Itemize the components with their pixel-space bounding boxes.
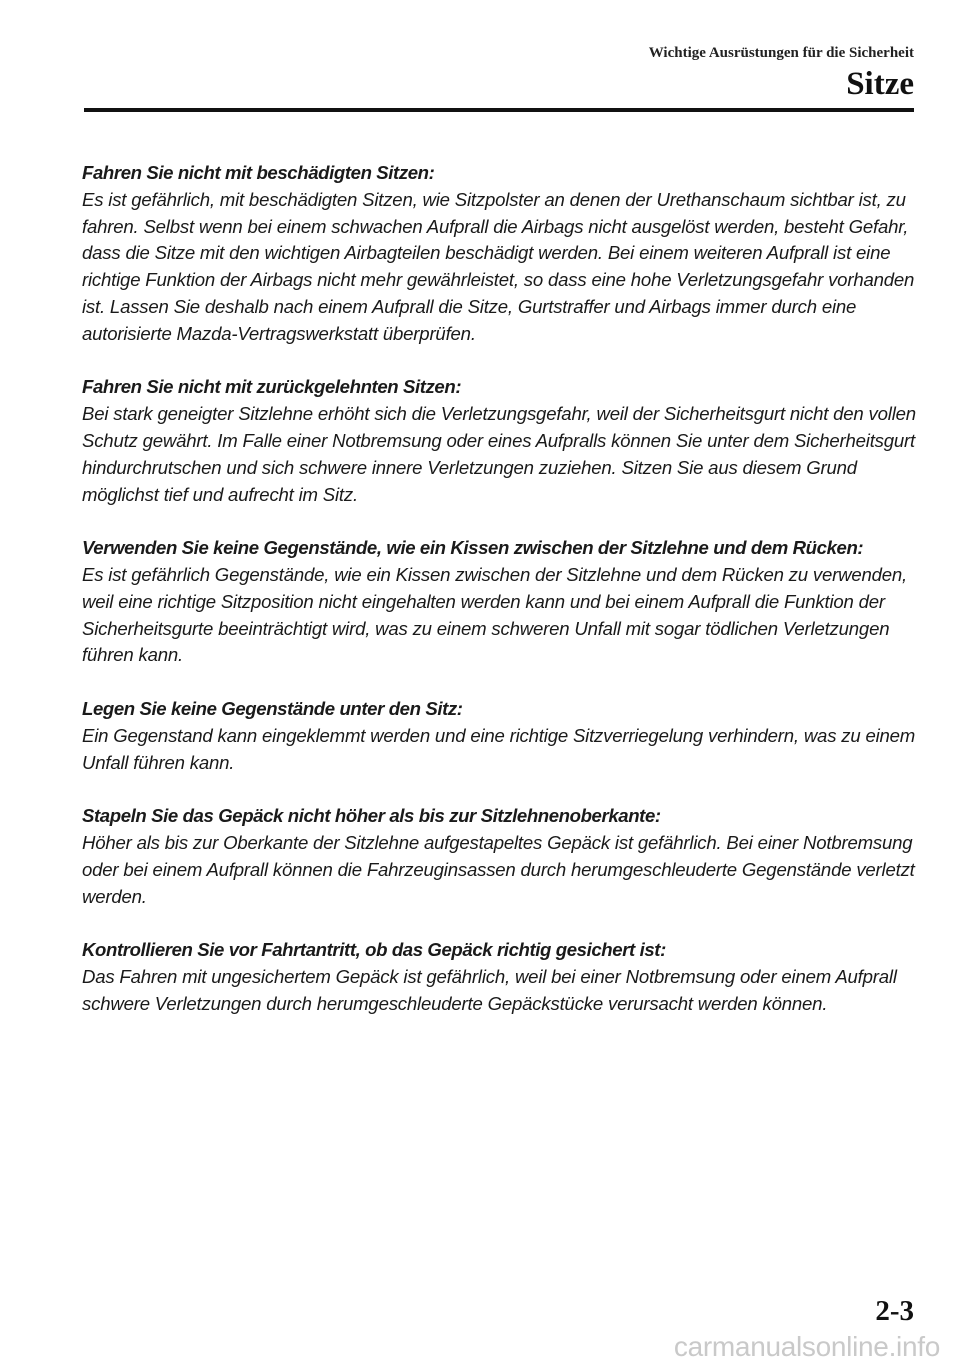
warning-block — [82, 374, 918, 508]
chapter-title: Sitze — [846, 66, 914, 102]
warning-heading: Stapeln Sie das Gepäck nicht höher als bis zur Sitzlehnenoberkante: — [82, 805, 661, 827]
watermark: carmanualsonline.info — [673, 1331, 940, 1362]
warning-block — [82, 535, 918, 669]
warning-content — [82, 160, 918, 1044]
section-title: Wichtige Ausrüstungen für die Sicherheit — [648, 45, 914, 61]
warning-body: Es ist gefährlich Gegenstände, wie ein Kissen zwischen der Sitzlehne und dem Rücken zu verwenden, weil eine richtige Sitzposition nicht eingehalten werden kann und bei einem Aufprall die Funktion der Sicherheitsgurte beeinträchtigt wird, was zu einem schweren Unfall mit sogar tödlichen Verletzungen führen kann. — [82, 563, 908, 666]
page-number: 2-3 — [875, 1295, 914, 1327]
warning-heading: Legen Sie keine Gegenstände unter den Sitz: — [82, 697, 463, 719]
warning-block — [82, 696, 918, 776]
warning-block — [82, 160, 918, 348]
warning-body: Bei stark geneigter Sitzlehne erhöht sich die Verletzungsgefahr, weil der Sicherheitsgurt nicht den vollen Schutz gewährt. Im Falle einer Notbremsung oder eines Aufpralls können Sie unter dem Sicherheitsgurt hindurchrutschen und sich schwere innere Verletzungen zuziehen. Sitzen Sie aus diesem Grund möglichst tief und aufrecht im Sitz. — [82, 403, 916, 505]
warning-heading: Fahren Sie nicht mit beschädigten Sitzen: — [82, 162, 435, 183]
warning-body: Höher als bis zur Oberkante der Sitzlehne aufgestapeltes Gepäck ist gefährlich. Bei einer Notbremsung oder bei einem Aufprall können die Fahrzeuginsassen durch herumgeschleuderte Gegenstände verletzt werden. — [82, 831, 915, 907]
warning-body: Das Fahren mit ungesichertem Gepäck ist gefährlich, weil bei einer Notbremsung oder einem Aufprall schwere Verletzungen durch herumgeschleuderte Gepäckstücke verursacht werden können. — [82, 965, 897, 1014]
warning-block — [82, 803, 918, 910]
warning-body: Ein Gegenstand kann eingeklemmt werden und eine richtige Sitzverriegelung verhindern, was zu einem Unfall führen kann. — [82, 724, 916, 773]
header-rule — [84, 108, 914, 112]
warning-heading: Verwenden Sie keine Gegenstände, wie ein Kissen zwischen der Sitzlehne und dem Rücken: — [82, 537, 864, 559]
page-header — [649, 44, 914, 104]
warning-body: Es ist gefährlich, mit beschädigten Sitzen, wie Sitzpolster an denen der Urethanschaum sichtbar ist, zu fahren. Selbst wenn bei einem schwachen Aufprall die Airbags nicht ausgelöst werden, besteht Gefahr, dass die Sitze mit den wichtigen Airbagteilen beschädigt werden. Bei einem weiteren Aufprall ist eine richtige Funktion der Airbags nicht mehr gewährleistet, so dass eine hohe Verletzungsgefahr vorhanden ist. Lassen Sie deshalb nach einem Aufprall die Sitze, Gurtstraffer und Airbags immer durch eine autorisierte Mazda-Vertragswerkstatt überprüfen. — [82, 188, 915, 344]
warning-heading: Kontrollieren Sie vor Fahrtantritt, ob das Gepäck richtig gesichert ist: — [82, 939, 666, 961]
warning-heading: Fahren Sie nicht mit zurückgelehnten Sitzen: — [82, 376, 462, 398]
warning-block — [82, 937, 918, 1017]
